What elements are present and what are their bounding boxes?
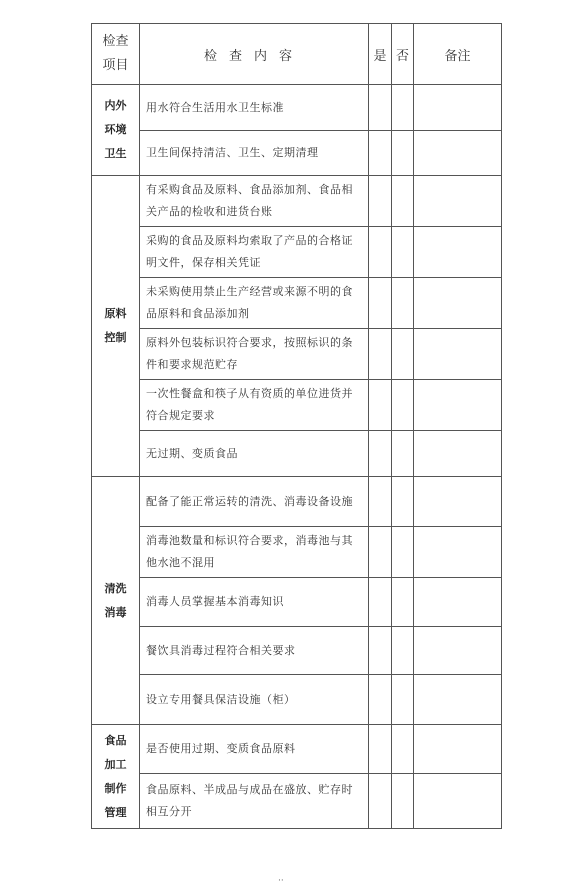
- page-footer-mark: ··: [278, 876, 284, 886]
- category-label-line: 清洗: [104, 581, 127, 595]
- category-cell: [92, 176, 140, 477]
- category-label-line: 环境: [104, 123, 127, 136]
- header-category: [92, 24, 140, 85]
- checklist-row: [92, 578, 502, 627]
- no-cell: [392, 131, 414, 176]
- remarks-cell: [414, 278, 502, 329]
- remarks-cell: [414, 329, 502, 380]
- remarks-cell: [414, 380, 502, 431]
- yes-cell: [369, 380, 392, 431]
- yes-cell: [369, 176, 392, 227]
- no-cell: [392, 85, 414, 131]
- checklist-row: [92, 627, 502, 675]
- check-item-text: 食品原料、半成品与成品在盛放、贮存时相互分开: [140, 774, 369, 829]
- check-item-text: 无过期、变质食品: [140, 431, 369, 477]
- category-label-line: 控制: [104, 331, 127, 344]
- remarks-cell: [414, 85, 502, 131]
- yes-cell: [369, 627, 392, 675]
- check-item-text: 有采购食品及原料、食品添加剂、食品相关产品的检收和进货台账: [140, 176, 369, 227]
- check-item-text: 是否使用过期、变质食品原料: [140, 725, 369, 774]
- category-label-line: 加工: [104, 757, 127, 771]
- checklist-row: [92, 227, 502, 278]
- remarks-cell: [414, 477, 502, 527]
- remarks-cell: [414, 627, 502, 675]
- category-label-line: 卫生: [104, 147, 127, 160]
- no-cell: [392, 477, 414, 527]
- checklist-row: [92, 85, 502, 131]
- checklist-row: [92, 675, 502, 725]
- category-label-line: 食品: [104, 733, 127, 747]
- checklist-row: [92, 477, 502, 527]
- check-item-text: 原料外包装标识符合要求，按照标识的条件和要求规范贮存: [140, 329, 369, 380]
- no-cell: [392, 527, 414, 578]
- no-cell: [392, 278, 414, 329]
- header-row: [92, 24, 502, 85]
- inspection-checklist-table: [91, 23, 502, 829]
- remarks-cell: [414, 578, 502, 627]
- checklist-row: [92, 774, 502, 829]
- yes-cell: [369, 431, 392, 477]
- yes-cell: [369, 774, 392, 829]
- no-cell: [392, 774, 414, 829]
- no-cell: [392, 329, 414, 380]
- remarks-cell: [414, 527, 502, 578]
- check-item-text: 消毒人员掌握基本消毒知识: [140, 578, 369, 627]
- checklist-row: [92, 176, 502, 227]
- no-cell: [392, 675, 414, 725]
- checklist-row: [92, 278, 502, 329]
- yes-cell: [369, 227, 392, 278]
- header-category-line: 检查: [102, 34, 129, 49]
- no-cell: [392, 627, 414, 675]
- check-item-text: 未采购使用禁止生产经营或来源不明的食品原料和食品添加剂: [140, 278, 369, 329]
- yes-cell: [369, 578, 392, 627]
- category-cell: [92, 725, 140, 829]
- check-item-text: 设立专用餐具保洁设施（柜）: [140, 675, 369, 725]
- yes-cell: [369, 85, 392, 131]
- checklist-row: [92, 380, 502, 431]
- yes-cell: [369, 131, 392, 176]
- checklist-body: [92, 85, 502, 829]
- remarks-cell: [414, 131, 502, 176]
- no-cell: [392, 578, 414, 627]
- yes-cell: [369, 675, 392, 725]
- header-content: 检查内容: [140, 24, 369, 85]
- checklist-row: [92, 725, 502, 774]
- no-cell: [392, 176, 414, 227]
- check-item-text: 消毒池数量和标识符合要求，消毒池与其他水池不混用: [140, 527, 369, 578]
- checklist-row: [92, 131, 502, 176]
- remarks-cell: [414, 725, 502, 774]
- yes-cell: [369, 329, 392, 380]
- yes-cell: [369, 278, 392, 329]
- category-cell: [92, 477, 140, 725]
- remarks-cell: [414, 774, 502, 829]
- check-item-text: 一次性餐盒和筷子从有资质的单位进货并符合规定要求: [140, 380, 369, 431]
- category-label-line: 管理: [104, 805, 127, 819]
- check-item-text: 卫生间保持清洁、卫生、定期清理: [140, 131, 369, 176]
- yes-cell: [369, 477, 392, 527]
- yes-cell: [369, 527, 392, 578]
- check-item-text: 用水符合生活用水卫生标准: [140, 85, 369, 131]
- checklist-row: [92, 527, 502, 578]
- check-item-text: 餐饮具消毒过程符合相关要求: [140, 627, 369, 675]
- category-label-line: 制作: [104, 781, 127, 795]
- no-cell: [392, 725, 414, 774]
- remarks-cell: [414, 176, 502, 227]
- check-item-text: 采购的食品及原料均索取了产品的合格证明文件，保存相关凭证: [140, 227, 369, 278]
- no-cell: [392, 227, 414, 278]
- header-yes: 是: [369, 24, 392, 85]
- category-label-line: 内外: [104, 99, 127, 112]
- header-remarks: 备注: [414, 24, 502, 85]
- checklist-row: [92, 431, 502, 477]
- no-cell: [392, 431, 414, 477]
- yes-cell: [369, 725, 392, 774]
- remarks-cell: [414, 227, 502, 278]
- no-cell: [392, 380, 414, 431]
- category-label-line: 原料: [104, 307, 127, 320]
- remarks-cell: [414, 431, 502, 477]
- remarks-cell: [414, 675, 502, 725]
- check-item-text: 配备了能正常运转的清洗、消毒设备设施: [140, 477, 369, 527]
- header-category-line: 项目: [102, 58, 129, 73]
- header-no: 否: [392, 24, 414, 85]
- category-label-line: 消毒: [104, 605, 127, 619]
- category-cell: [92, 85, 140, 176]
- checklist-row: [92, 329, 502, 380]
